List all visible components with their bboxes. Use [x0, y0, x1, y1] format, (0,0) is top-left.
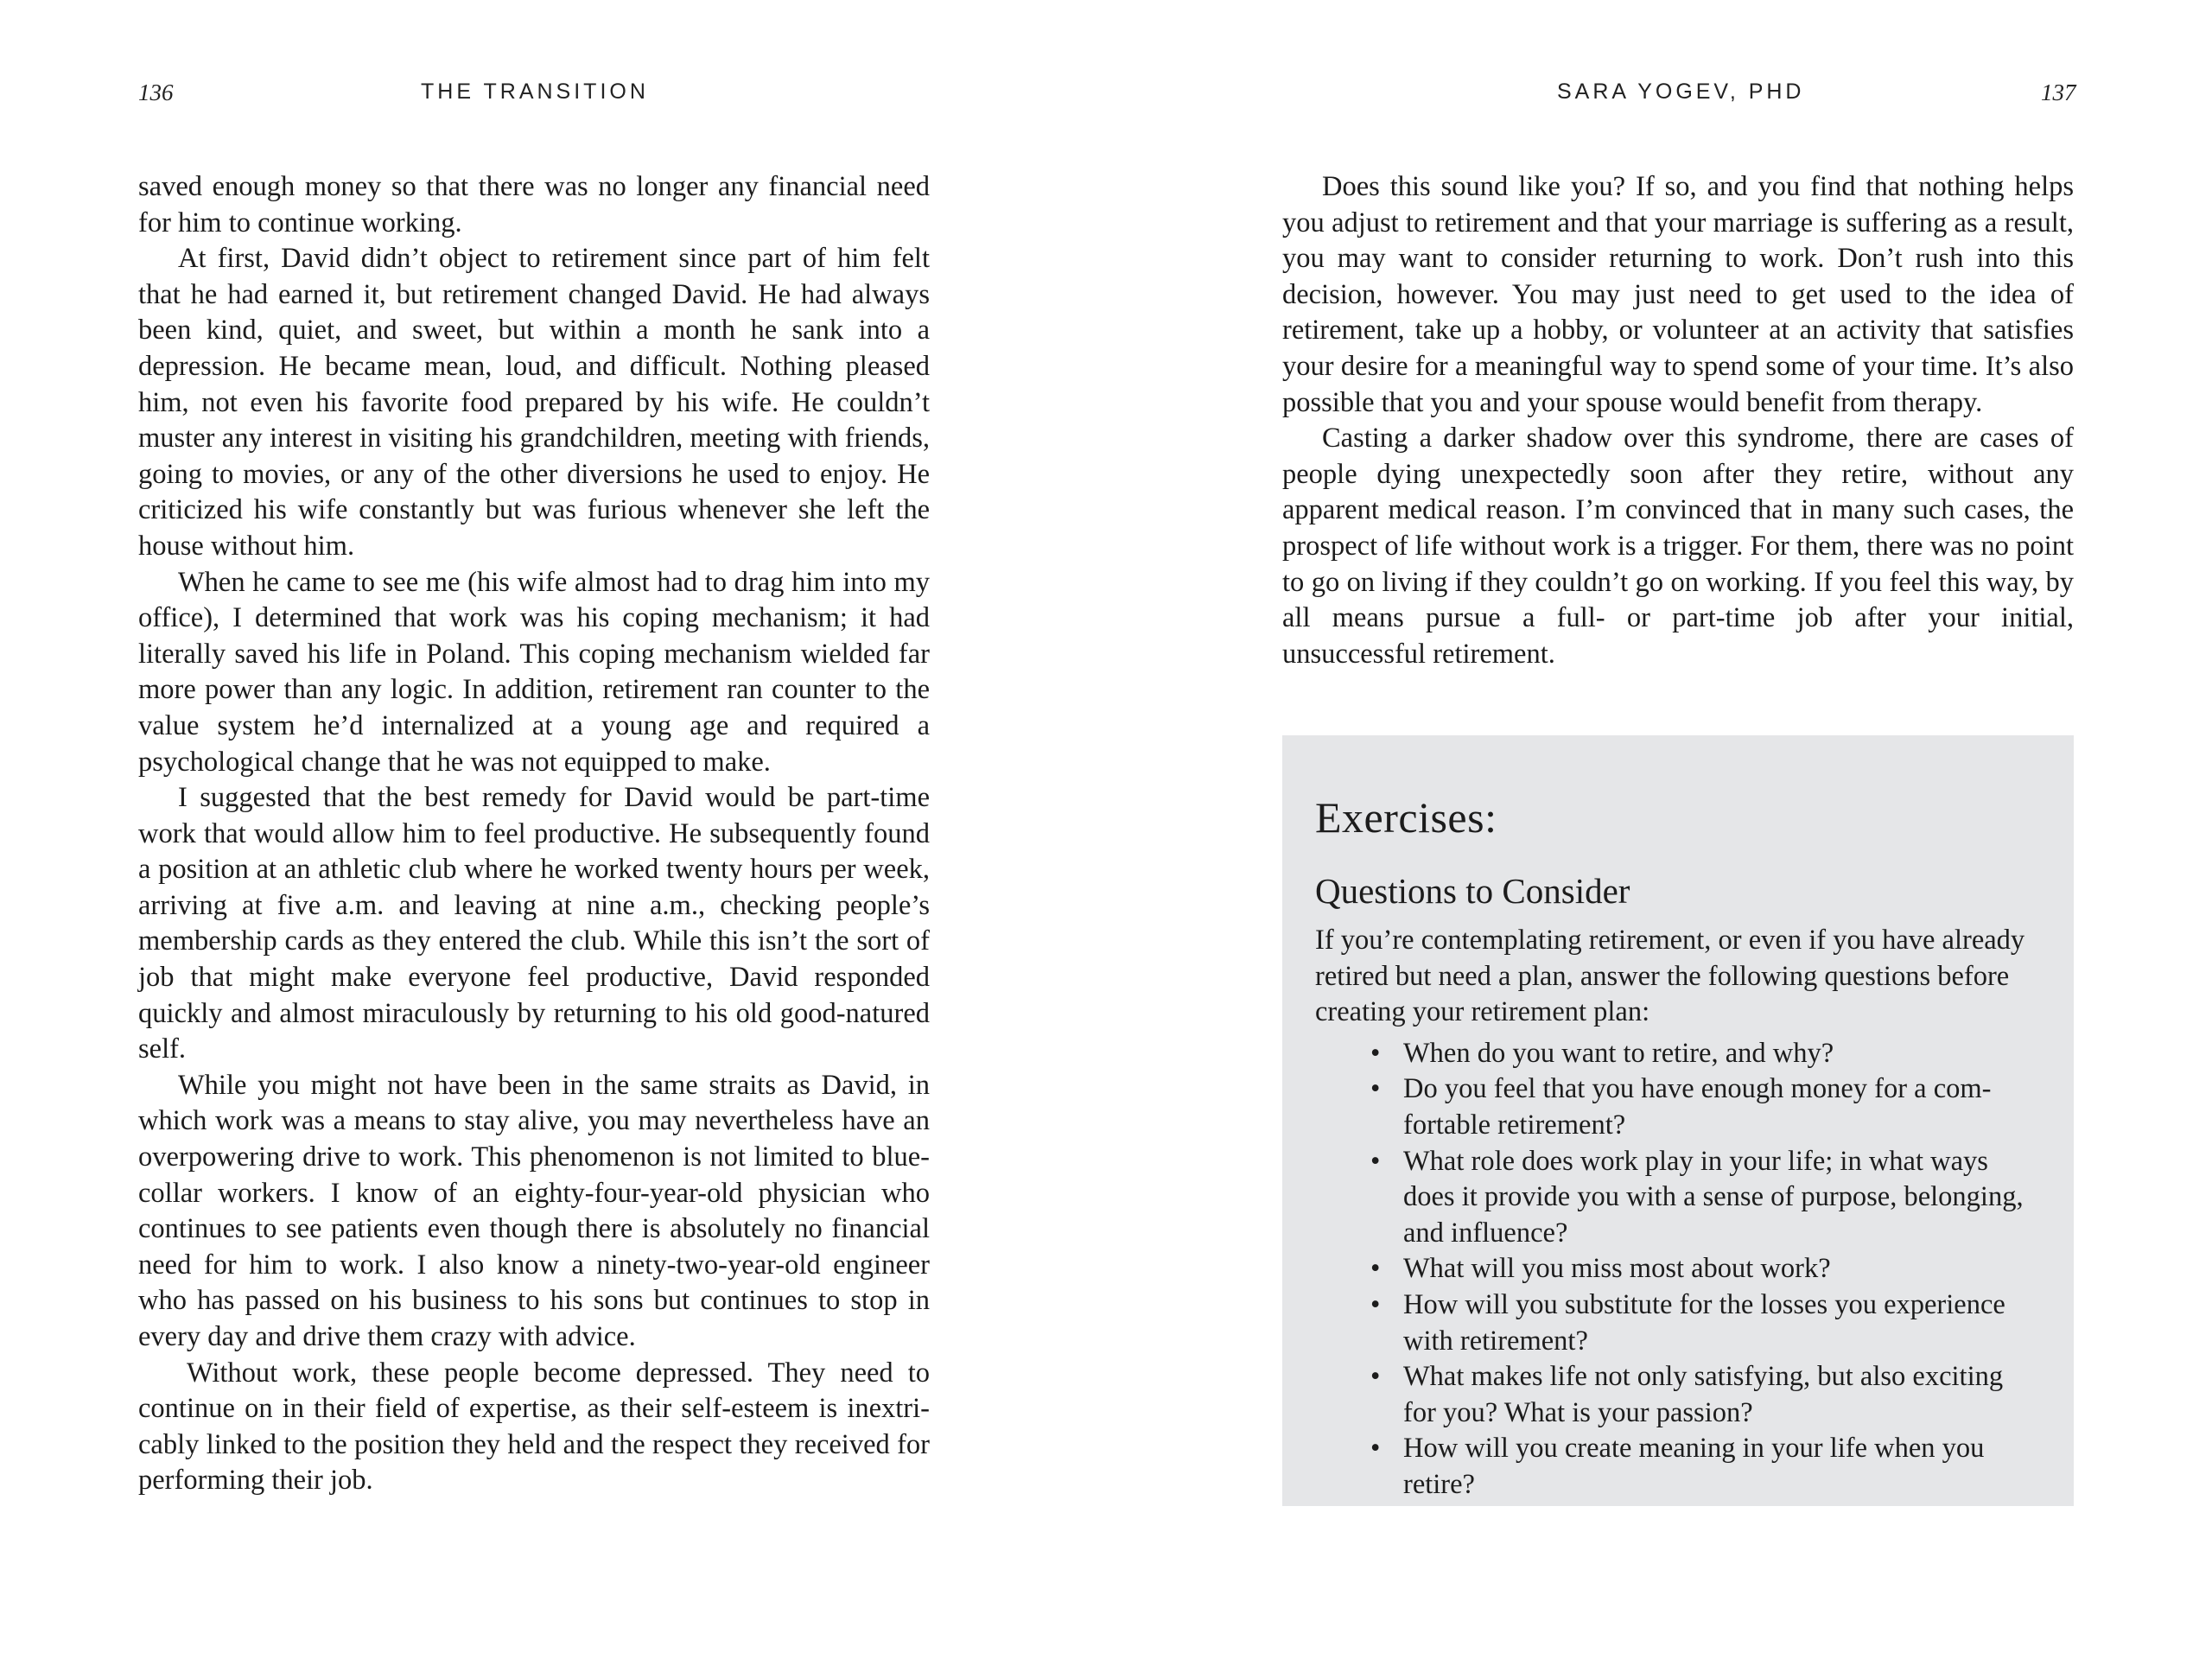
question-item: [1370, 1251, 2043, 1287]
bullet-icon: •: [1370, 1288, 1381, 1320]
question-item: [1370, 1071, 2043, 1143]
question-text: What will you miss most about work?: [1403, 1253, 1831, 1285]
bullet-icon: •: [1370, 1037, 1381, 1069]
page-number: 136: [138, 79, 174, 105]
paragraph: Casting a darker shadow over this syndrome, there are cases of people dying unexpectedly soon after they retire, without any apparent medical reason. I’m convinced that in many such cases, the prospect of life without work is a trigger. For them, there was no point to go on living if they couldn’t go on working. If you feel this way, by all means pursue a full- or part-time job after your initial, unsuccessful retirement.: [1282, 423, 2074, 670]
question-text: What role does work play in your life; in what ways does it provide you with a sense of purpose, belonging, and influence?: [1403, 1145, 2024, 1249]
question-text: Do you feel that you have enough money for a comfortable retirement?: [1403, 1073, 1992, 1141]
bullet-icon: •: [1370, 1145, 1381, 1177]
question-item: [1370, 1036, 2043, 1072]
paragraph: Without work, these people become depressed. They need to continue on in their field of expertise, as their self-esteem is inextricably linked to the position they held and the respect they received for performing their job.: [138, 1357, 930, 1497]
question-item: [1370, 1144, 2043, 1252]
bullet-icon: •: [1370, 1073, 1381, 1105]
paragraph: While you might not have been in the same straits as David, in which work was a means to stay alive, you may nevertheless have an overpowering drive to work. This phenomenon is not limited to blue-collar workers. I know of an eighty-four-year-old physician who continues to see patients even though there is absolutely no financial need for him to work. I also know a ninety-two-year-old engineer who has passed on his business to his sons but continues to stop in every day and drive them crazy with advice.: [138, 1069, 930, 1352]
question-item: [1370, 1359, 2043, 1431]
question-text: How will you create meaning in your life when you retire?: [1403, 1433, 1985, 1500]
question-text: When do you want to retire, and why?: [1403, 1037, 1834, 1069]
running-head-author: SARA YOGEV, PHD: [1557, 79, 1805, 104]
paragraph: When he came to see me (his wife almost had to drag him into my office), I determined that work was his coping mechanism; it had literally saved his life in Poland. This coping mechanism wielded far more power than any logic. In addition, retirement ran counter to the value system he’d internalized at a young age and required a psychological change that he was not equipped to make.: [138, 566, 930, 778]
question-text: How will you substitute for the losses you experience with retirement?: [1403, 1288, 2005, 1357]
question-text: What makes life not only satisfying, but also exciting for you? What is your passion?: [1403, 1361, 2004, 1428]
paragraph: At first, David didn’t object to retirement since part of him felt that he had earned it, but retirement changed David. He had always been kind, quiet, and sweet, but within a month he sank into a depression. He became mean, loud, and difficult. Nothing pleased him, not even his favorite food prepared by his wife. He couldn’t muster any interest in visiting his grandchildren, meeting with friends, going to movies, or any of the other diversions he used to enjoy. He criticized his wife constantly but was furious whenever she left the house without him.: [138, 243, 930, 562]
page-number: 137: [2041, 79, 2076, 105]
paragraph: saved enough money so that there was no longer any financial need for him to continue working.: [138, 171, 930, 238]
paragraph: I suggested that the best remedy for David would be part-time work that would allow him to feel productive. He subsequently found a position at an athletic club where he worked twenty hours per week, arriving at five a.m. and leaving at nine a.m., checking people’s membership cards as they entered the club. While this isn’t the sort of job that might make everyone feel productive, David responded quickly and almost miraculously by returning to his old good-natured self.: [138, 782, 930, 1065]
running-head-title: THE TRANSITION: [421, 79, 649, 104]
left-body-text: [138, 169, 930, 1499]
right-body-text: [1282, 169, 2074, 672]
questions-list: [1315, 1036, 2043, 1503]
exercises-intro: If you’re contemplating retirement, or even if you have already retired but need a plan, answer the following questions before creating your retirement plan:: [1315, 925, 2025, 1028]
question-item: [1370, 1431, 2043, 1503]
paragraph: Does this sound like you? If so, and you find that nothing helps you adjust to retirement and that your marriage is suffering as a result, you may want to consider returning to work. Don’t rush into this decision, however. You may just need to get used to the idea of retirement, take up a hobby, or volunteer at an activity that satisfies your desire for a meaningful way to spend some of your time. It’s also possible that you and your spouse would benefit from therapy.: [1282, 171, 2074, 418]
bullet-icon: •: [1370, 1253, 1381, 1285]
exercises-subtitle: Questions to Consider: [1315, 871, 1630, 911]
exercises-title: Exercises:: [1315, 793, 1497, 842]
exercises-box: [1282, 735, 2074, 1506]
bullet-icon: •: [1370, 1361, 1381, 1393]
bullet-icon: •: [1370, 1433, 1381, 1465]
question-item: [1370, 1287, 2043, 1359]
